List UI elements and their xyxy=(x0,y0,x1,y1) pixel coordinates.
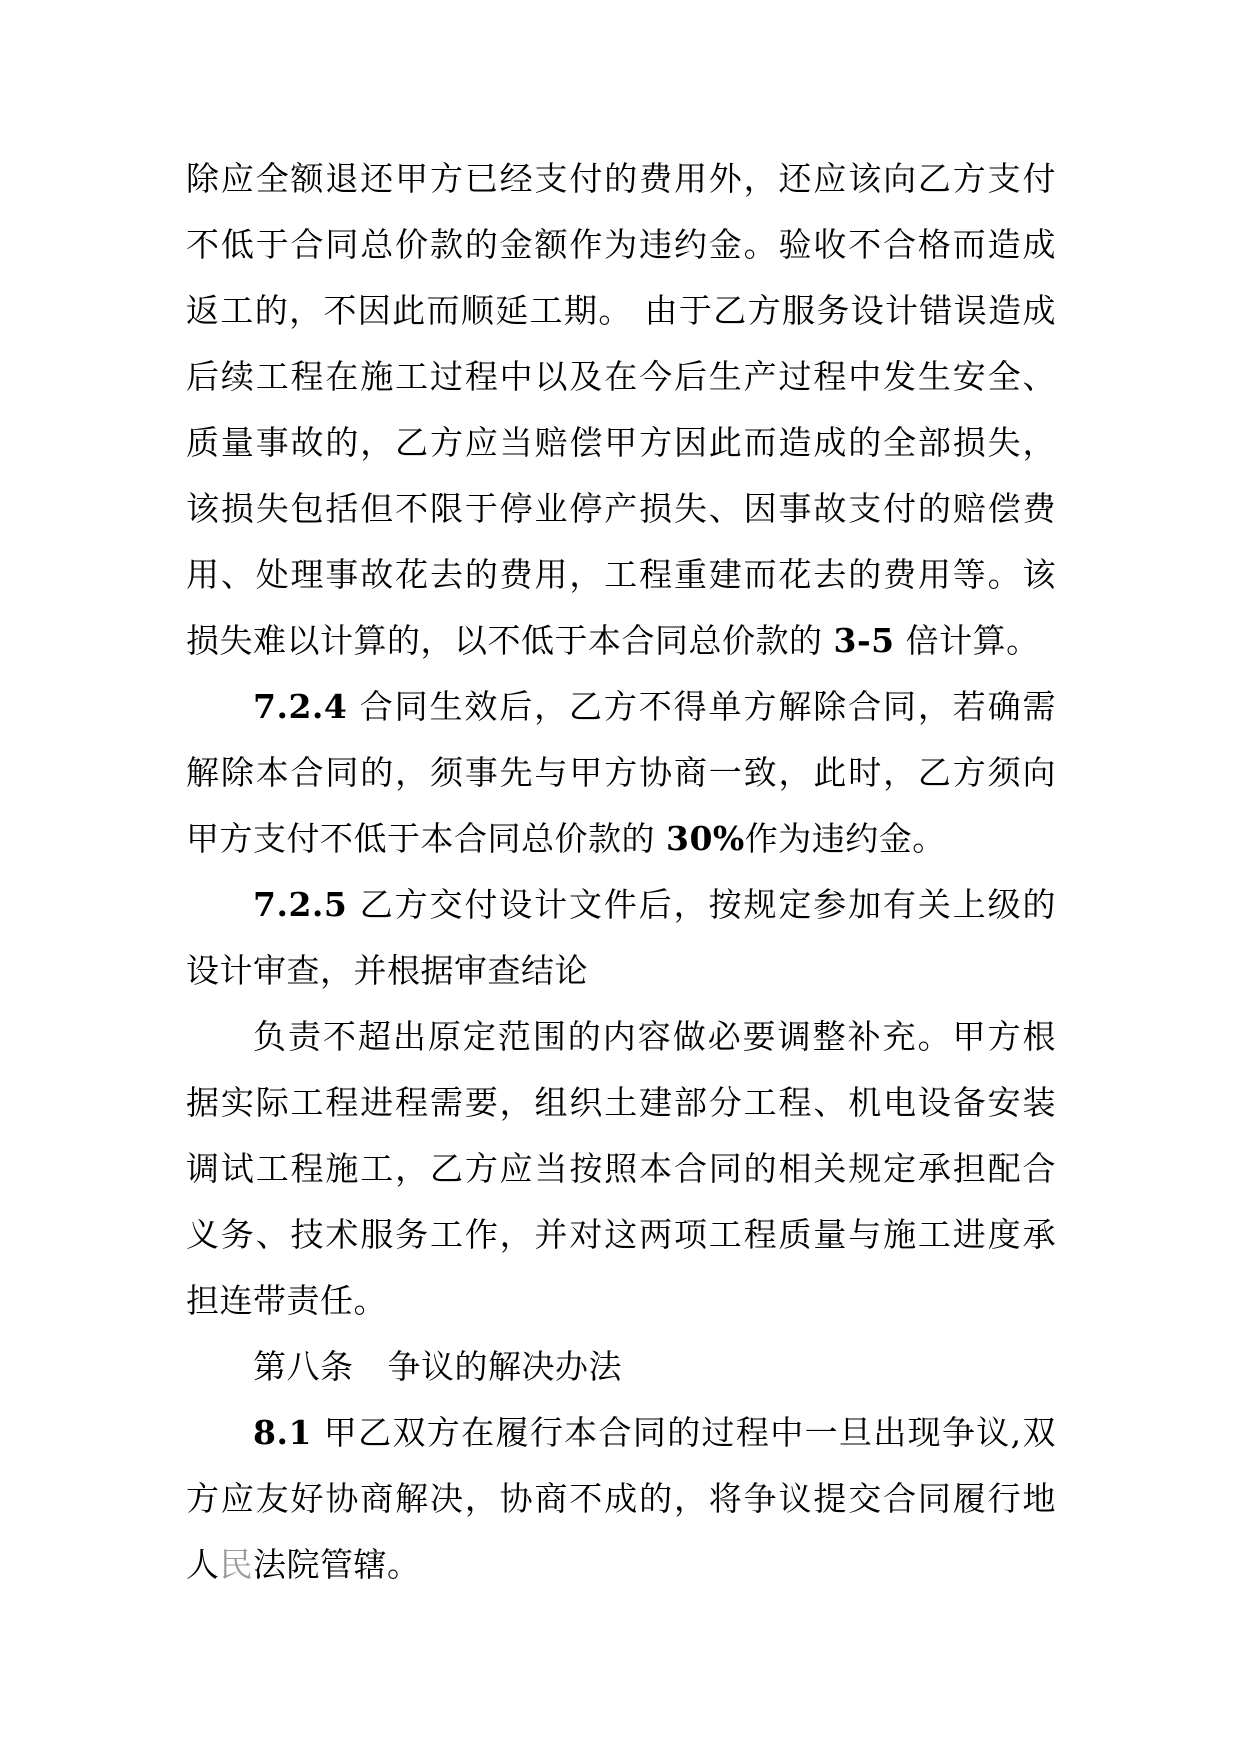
clause-text: 乙方交付设计文件后，按规定参加有关上级的设计审查，并根据审查结论 xyxy=(186,885,1056,990)
clause-8-1 xyxy=(186,1400,1056,1598)
clause-7-2-5 xyxy=(186,872,1056,1004)
section-title: 争议的解决办法 xyxy=(387,1347,622,1386)
paragraph-text-tail: 倍计算。 xyxy=(905,621,1040,660)
clause-text-tail: 作为违约金。 xyxy=(744,819,946,858)
multiplier-value: 3-5 xyxy=(833,621,895,660)
paragraph-adjustment xyxy=(186,1004,1056,1334)
document-body xyxy=(186,146,1056,1598)
paragraph-text: 除应全额退还甲方已经支付的费用外，还应该向乙方支付不低于合同总价款的金额作为违约金。验收不合格而造成返工的，不因此而顺延工期。 由于乙方服务设计错误造成后续工程在施工过程中以及在今后生产过程中发生安全、质量事故的，乙方应当赔偿甲方因此而造成的全部损失，该损失包括但不限于停业停产损失、因事故支付的赔偿费用、处理事故花去的费用，工程重建而花去的费用等。该损失难以计算的，以不低于本合同总价款的 xyxy=(186,159,1056,660)
paragraph-breach-liability xyxy=(186,146,1056,674)
clause-text: 合同生效后，乙方不得单方解除合同，若确需解除本合同的，须事先与甲方协商一致，此时，乙方须向甲方支付不低于本合同总价款的 xyxy=(186,687,1056,858)
clause-text-tail: 法院管辖。 xyxy=(253,1545,421,1584)
clause-number: 7.2.4 xyxy=(253,687,348,726)
clause-number: 8.1 xyxy=(253,1413,312,1452)
penalty-percent: 30% xyxy=(666,819,745,858)
clause-text: 甲乙双方在履行本合同的过程中一旦出现争议,双方应友好协商解决，协商不成的，将争议提交合同履行地人 xyxy=(186,1413,1056,1584)
faded-character: 民 xyxy=(219,1545,253,1584)
section-number: 第八条 xyxy=(253,1347,354,1386)
clause-7-2-4 xyxy=(186,674,1056,872)
paragraph-text: 负责不超出原定范围的内容做必要调整补充。甲方根据实际工程进程需要，组织土建部分工程、机电设备安装调试工程施工，乙方应当按照本合同的相关规定承担配合义务、技术服务工作，并对这两项工程质量与施工进度承担连带责任。 xyxy=(186,1017,1056,1320)
clause-number: 7.2.5 xyxy=(253,885,348,924)
section-8-heading xyxy=(186,1334,1056,1400)
